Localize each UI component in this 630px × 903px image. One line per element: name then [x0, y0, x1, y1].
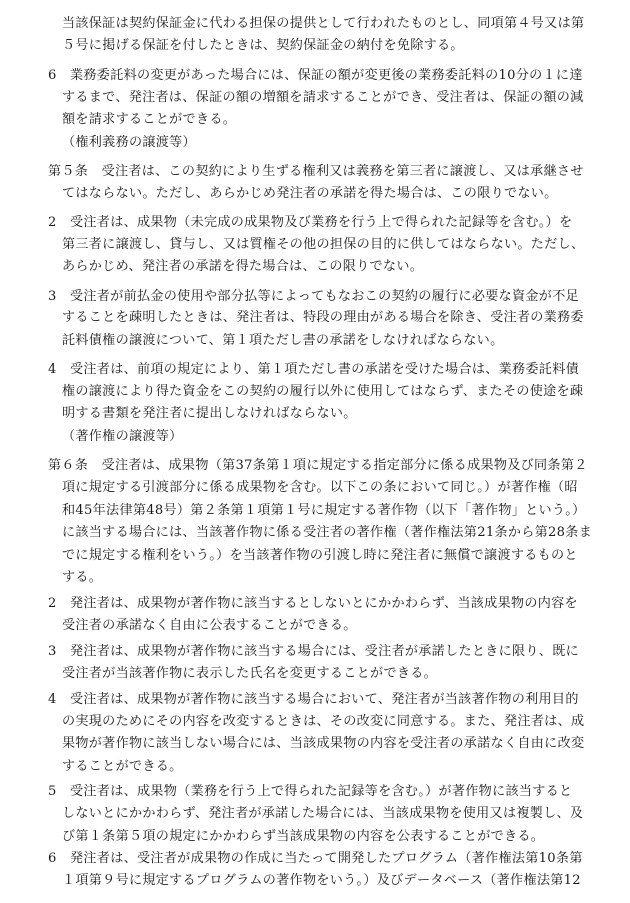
text-line: しないとにかかわらず、発注者が承諾した場合には、当該成果物を使用又は複製し、及: [62, 806, 584, 822]
paragraph-line: 3 発注者は、成果物が著作物に該当する場合には、受注者が承諾したときに限り、既に: [48, 643, 579, 659]
text-line: 受注者が当該著作物に表示した氏名を変更することができる。: [62, 665, 438, 681]
text-line: び第１条第５項の規定にかかわらず当該成果物の内容を公表することができる。: [62, 828, 545, 844]
text-line: する。: [62, 570, 103, 586]
text-line: １項第９号に規定するプログラムの著作物をいう。）及びデータベース（著作権法第12: [62, 873, 581, 888]
text-line: 和45年法律第48号）第２条第１項第１号に規定する著作物（以下「著作物」という。）: [62, 502, 586, 518]
paragraph-line: 6 業務委託料の変更があった場合には、保証の額が変更後の業務委託料の10分の１に達: [48, 67, 583, 83]
text-line: するまで、発注者は、保証の額の増額を請求することができ、受注者は、保証の額の減: [62, 89, 584, 105]
paragraph-line: 3 受注者が前払金の使用や部分払等によってもなおこの契約の履行に必要な資金が不足: [48, 288, 579, 304]
paragraph-line: 6 発注者は、受注者が成果物の作成に当たって開発したプログラム（著作権法第10条第: [48, 851, 583, 867]
text-line: に該当する場合には、当該著作物に係る受注者の著作権（著作権法第21条から第28条ま: [62, 525, 593, 541]
section-heading: （著作権の譲渡等）: [62, 428, 183, 444]
text-line: することができる。: [62, 758, 183, 774]
text-line: 果物が著作物に該当しない場合には、当該成果物の内容を受注者の承諾なく自由に改変: [62, 736, 585, 752]
text-line: 権の譲渡により得た資金をこの契約の履行以外に使用してはならず、またその使途を疎: [62, 383, 584, 399]
text-line: てはならない。ただし、あらかじめ発注者の承諾を得た場合は、この限りでない。: [62, 185, 558, 201]
text-line: 明する書類を発注者に提出しなければならない。: [62, 406, 357, 422]
text-line: することを疎明したときは、発注者は、特段の理由がある場合を除き、受注者の業務委: [62, 310, 584, 326]
text-line: ５号に掲げる保証を付したときは、契約保証金の納付を免除する。: [62, 37, 464, 53]
paragraph-line: 4 受注者は、成果物が著作物に該当する場合において、発注者が当該著作物の利用目的: [48, 692, 579, 707]
text-line: 託料債権の譲渡について、第１項ただし書の承諾をしなければならない。: [62, 332, 504, 348]
text-line: 額を請求することができる。: [62, 112, 237, 128]
text-line: 第三者に譲渡し、貸与し、又は質権その他の担保の目的に供してはならない。ただし、: [62, 236, 585, 252]
paragraph-line: 5 受注者は、成果物（業務を行う上で得られた記録等を含む。）が著作物に該当すると: [48, 784, 573, 800]
paragraph-line: 2 受注者は、成果物（未完成の成果物及び業務を行う上で得られた記録等を含む。）を: [48, 214, 573, 230]
article-line: 第６条 受注者は、成果物（第37条第１項に規定する指定部分に係る成果物及び同条第２: [48, 458, 588, 474]
text-line: の実現のためにその内容を改変するときは、その改変に同意する。また、発注者は、成: [62, 713, 585, 729]
text-line: 当該保証は契約保証金に代わる担保の提供として行われたものとし、同項第４号又は第: [62, 16, 585, 31]
text-line: あらかじめ、発注者の承諾を得た場合は、この限りでない。: [62, 259, 424, 275]
paragraph-line: 4 受注者は、前項の規定により、第１項ただし書の承諾を受けた場合は、業務委託料債: [48, 362, 579, 377]
text-line: 受注者の承諾なく自由に公表することができる。: [62, 617, 357, 633]
text-line: でに規定する権利をいう。）を当該著作物の引渡し時に発注者に無償で譲渡するものと: [62, 547, 578, 563]
article-line: 第５条 受注者は、この契約により生ずる権利又は義務を第三者に譲渡し、又は承継させ: [48, 164, 584, 179]
text-line: 項に規定する引渡部分に係る成果物を含む。以下この条において同じ。）が著作権（昭: [62, 479, 578, 495]
section-heading: （権利義務の譲渡等）: [62, 134, 196, 150]
paragraph-line: 2 発注者は、成果物が著作物に該当するとしないとにかかわらず、当該成果物の内容を: [48, 595, 578, 611]
